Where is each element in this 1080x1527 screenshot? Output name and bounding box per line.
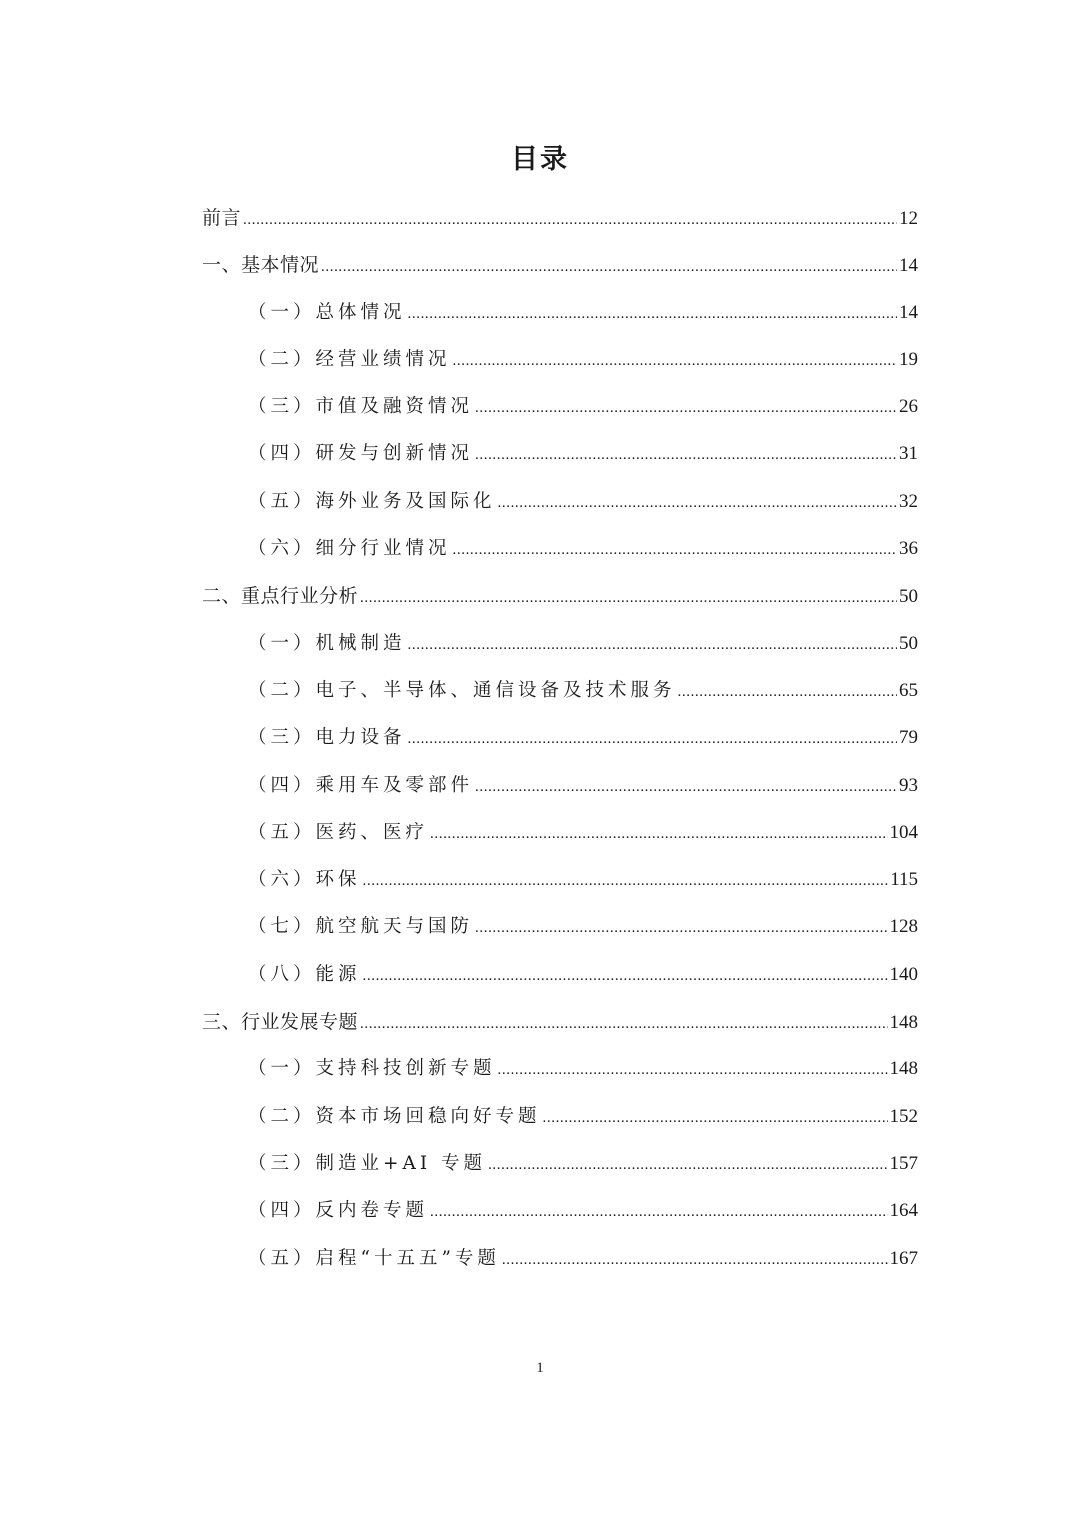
toc-section-entry[interactable] — [202, 201, 918, 248]
toc-entry-page-number: 32 — [899, 490, 918, 512]
toc-section-entry[interactable] — [202, 1005, 918, 1052]
toc-entry-label: （五）启程“十五五”专题 — [248, 1247, 500, 1269]
toc-entry-page-number: 26 — [899, 396, 918, 418]
page-title: 目录 — [511, 144, 569, 175]
toc-entry-page-number: 19 — [899, 348, 918, 370]
toc-subsection-entry[interactable] — [202, 1147, 918, 1194]
dot-leader — [430, 817, 887, 851]
dot-leader — [363, 959, 888, 993]
toc-entry-label: （一）机械制造 — [248, 632, 406, 654]
dot-leader — [502, 1243, 888, 1277]
toc-entry-label: （七）航空航天与国防 — [248, 916, 474, 938]
toc-entry-page-number: 36 — [899, 538, 918, 560]
toc-entry-page-number: 65 — [899, 679, 918, 701]
toc-subsection-entry[interactable] — [202, 721, 918, 768]
dot-leader — [408, 722, 897, 756]
toc-entry-page-number: 14 — [899, 301, 918, 323]
dot-leader — [360, 581, 897, 615]
toc-subsection-entry[interactable] — [202, 390, 918, 437]
dot-leader — [475, 391, 897, 425]
toc-entry-label: 前言 — [202, 207, 242, 229]
toc-entry-label: 三、行业发展专题 — [202, 1011, 359, 1034]
toc-subsection-entry[interactable] — [202, 1242, 918, 1289]
toc-section-entry[interactable] — [202, 248, 918, 295]
toc-subsection-entry[interactable] — [202, 910, 918, 957]
toc-subsection-entry[interactable] — [202, 485, 918, 532]
toc-entry-label: （八）能源 — [248, 963, 361, 985]
toc-entry-page-number: 31 — [899, 443, 918, 465]
toc-subsection-entry[interactable] — [202, 1052, 918, 1099]
toc-entry-page-number: 115 — [890, 869, 918, 891]
toc-entry-page-number: 152 — [889, 1105, 918, 1127]
table-of-contents — [202, 201, 918, 1289]
toc-entry-label: （四）乘用车及零部件 — [248, 774, 474, 796]
dot-leader — [475, 770, 897, 804]
toc-entry-label: （六）细分行业情况 — [248, 538, 451, 560]
dot-leader — [360, 1007, 887, 1041]
toc-entry-label: （五）医药、医疗 — [248, 821, 429, 843]
toc-entry-page-number: 148 — [889, 1012, 918, 1034]
toc-entry-label: 二、重点行业分析 — [202, 585, 359, 608]
toc-entry-page-number: 12 — [899, 208, 918, 229]
toc-entry-label: （二）资本市场回稳向好专题 — [248, 1105, 541, 1127]
toc-entry-label: 一、基本情况 — [202, 254, 320, 277]
toc-entry-page-number: 157 — [889, 1152, 918, 1174]
toc-entry-label: （一）总体情况 — [248, 301, 406, 323]
dot-leader — [498, 1053, 888, 1087]
toc-subsection-entry[interactable] — [202, 532, 918, 579]
toc-entry-page-number: 148 — [889, 1058, 918, 1080]
toc-entry-label: （二）经营业绩情况 — [248, 348, 451, 370]
toc-entry-page-number: 167 — [889, 1247, 918, 1269]
page-number: 1 — [536, 1360, 544, 1376]
toc-subsection-entry[interactable] — [202, 816, 918, 863]
dot-leader — [321, 250, 897, 284]
toc-subsection-entry[interactable] — [202, 769, 918, 816]
toc-entry-label: （一）支持科技创新专题 — [248, 1058, 496, 1080]
toc-entry-page-number: 93 — [899, 774, 918, 796]
toc-entry-page-number: 164 — [889, 1200, 918, 1222]
dot-leader — [453, 533, 897, 567]
dot-leader — [475, 438, 897, 472]
dot-leader — [408, 297, 897, 331]
dot-leader — [543, 1101, 888, 1135]
toc-entry-page-number: 128 — [889, 916, 918, 938]
toc-entry-label: （三）电力设备 — [248, 727, 406, 749]
toc-subsection-entry[interactable] — [202, 958, 918, 1005]
toc-entry-label: （三）制造业+AI 专题 — [248, 1152, 487, 1174]
toc-entry-label: （二）电子、半导体、通信设备及技术服务 — [248, 679, 676, 701]
dot-leader — [363, 864, 889, 898]
dot-leader — [498, 486, 897, 520]
toc-entry-label: （六）环保 — [248, 869, 361, 891]
toc-subsection-entry[interactable] — [202, 674, 918, 721]
toc-subsection-entry[interactable] — [202, 863, 918, 910]
toc-subsection-entry[interactable] — [202, 1100, 918, 1147]
toc-subsection-entry[interactable] — [202, 1194, 918, 1241]
toc-entry-label: （五）海外业务及国际化 — [248, 490, 496, 512]
toc-entry-page-number: 104 — [889, 821, 918, 843]
toc-subsection-entry[interactable] — [202, 343, 918, 390]
toc-entry-label: （四）反内卷专题 — [248, 1200, 429, 1222]
toc-entry-page-number: 79 — [899, 727, 918, 749]
toc-entry-page-number: 50 — [899, 632, 918, 654]
dot-leader — [408, 628, 897, 662]
toc-subsection-entry[interactable] — [202, 627, 918, 674]
dot-leader — [488, 1148, 887, 1182]
toc-entry-label: （三）市值及融资情况 — [248, 396, 474, 418]
toc-entry-page-number: 14 — [899, 255, 918, 277]
dot-leader — [678, 675, 897, 709]
dot-leader — [475, 911, 887, 945]
dot-leader — [243, 203, 897, 237]
dot-leader — [453, 344, 897, 378]
toc-subsection-entry[interactable] — [202, 437, 918, 484]
toc-entry-page-number: 140 — [889, 963, 918, 985]
dot-leader — [430, 1195, 887, 1229]
toc-section-entry[interactable] — [202, 579, 918, 626]
toc-entry-page-number: 50 — [899, 586, 918, 608]
toc-subsection-entry[interactable] — [202, 296, 918, 343]
toc-entry-label: （四）研发与创新情况 — [248, 443, 474, 465]
